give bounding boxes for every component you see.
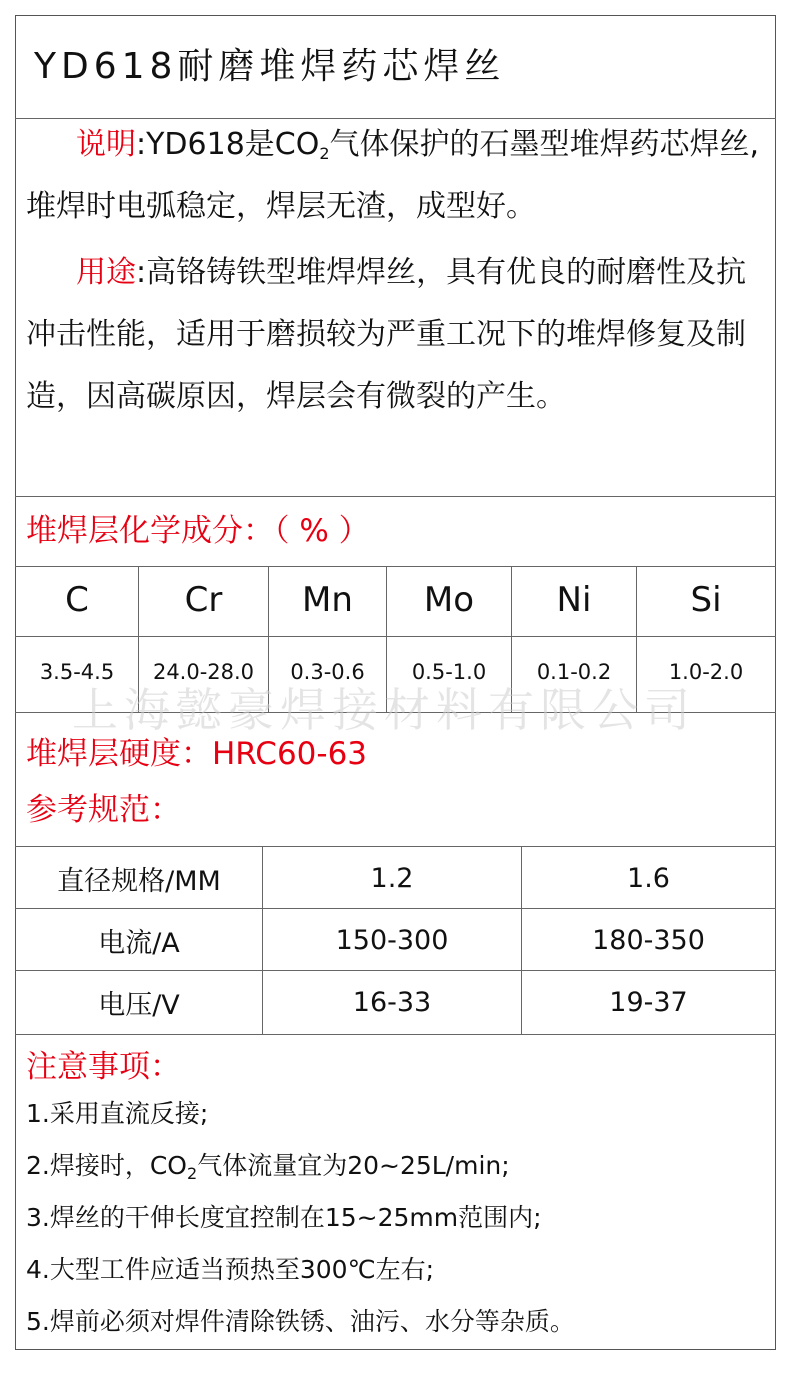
param-label: 电压/V [98, 989, 180, 1021]
divider [15, 636, 776, 637]
chem-value: 0.3-0.6 [290, 660, 365, 684]
note-2-text-a: 2.焊接时，CO [26, 1151, 187, 1180]
usage-paragraph [26, 242, 766, 428]
divider [15, 712, 776, 713]
description-paragraph [26, 114, 766, 238]
usage-text: :高铬铸铁型堆焊焊丝，具有优良的耐磨性及抗冲击性能，适用于磨损较为严重工况下的堆焊修复及制造，因高碳原因，焊层会有微裂的产生。 [26, 255, 747, 414]
chem-col-header: Mn [302, 580, 353, 620]
note-item [26, 1146, 510, 1186]
param-value: 150-300 [335, 924, 449, 956]
chem-col-header: Si [690, 580, 722, 620]
chem-value: 24.0-28.0 [152, 660, 255, 684]
param-value: 1.2 [370, 862, 414, 894]
description-text-b: 气体保护的石墨型堆焊药芯焊丝,堆焊时电弧稳定，焊层无渣，成型好。 [26, 127, 760, 224]
param-value: 180-350 [592, 924, 705, 956]
chem-value: 0.5-1.0 [411, 660, 487, 684]
hardness-line: 堆焊层硬度：HRC60-63 [26, 736, 368, 772]
watermark: 上海懿豪焊接材料有限公司 [72, 683, 696, 737]
chem-col-header: C [65, 580, 89, 620]
divider [15, 496, 776, 497]
note-item: 4.大型工件应适当预热至300℃左右; [26, 1255, 435, 1284]
usage-label: 用途 [76, 255, 136, 290]
param-label: 直径规格/MM [57, 865, 221, 897]
note-2-text-b: 气体流量宜为20~25L/min; [197, 1151, 510, 1180]
param-label: 电流/A [98, 927, 180, 959]
co2-subscript: 2 [319, 144, 330, 163]
notes-heading: 注意事项： [26, 1049, 181, 1085]
chem-value: 3.5-4.5 [39, 660, 115, 684]
chem-value: 1.0-2.0 [668, 660, 744, 684]
param-value: 16-33 [352, 986, 432, 1018]
description-text-a: :YD618是CO [136, 127, 320, 162]
page-title: YD618耐磨堆焊药芯焊丝 [34, 46, 506, 87]
divider [15, 566, 776, 567]
reference-heading: 参考规范： [26, 792, 181, 828]
chem-col-header: Ni [556, 580, 592, 620]
description-label: 说明 [76, 127, 136, 162]
chemistry-heading: 堆焊层化学成分：（ % ） [26, 513, 370, 549]
co2-subscript: 2 [187, 1164, 198, 1183]
note-item: 3.焊丝的干伸长度宜控制在15~25mm范围内; [26, 1203, 542, 1232]
note-item: 1.采用直流反接; [26, 1099, 209, 1128]
chem-col-header: Cr [184, 580, 223, 620]
note-item: 5.焊前必须对焊件清除铁锈、油污、水分等杂质。 [26, 1307, 575, 1336]
chem-col-header: Mo [423, 580, 475, 620]
chem-value: 0.1-0.2 [536, 660, 612, 684]
divider [15, 1034, 776, 1035]
param-value: 1.6 [627, 862, 670, 894]
param-value: 19-37 [609, 986, 688, 1018]
